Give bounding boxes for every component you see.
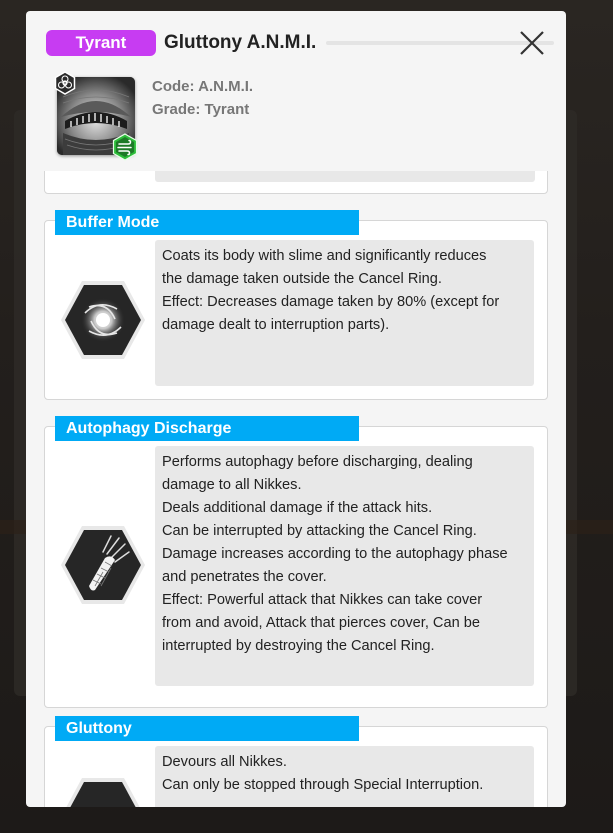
boss-code: Code: A.N.M.I.	[152, 78, 254, 95]
corn-missile-icon	[59, 524, 147, 606]
close-button[interactable]	[516, 27, 548, 59]
boss-info-modal	[26, 11, 566, 807]
skill-description	[155, 446, 534, 686]
skill-description-line: Deals additional damage if the attack hits.	[162, 500, 433, 516]
skill-name-gluttony: Gluttony	[55, 716, 359, 741]
skill-description-line: Effect: Decreases damage taken by 80% (except for	[162, 294, 500, 310]
skill-name-buffer-mode: Buffer Mode	[55, 210, 359, 235]
previous-skill-card	[44, 171, 548, 194]
skills-scroll-area[interactable]	[26, 171, 566, 807]
skill-description-line: Can be interrupted by attacking the Cancel Ring.	[162, 523, 477, 539]
boss-grade: Grade: Tyrant	[152, 101, 250, 118]
biohazard-icon	[53, 71, 77, 95]
skill-card-buffer-mode	[44, 220, 548, 400]
close-icon[interactable]	[516, 27, 548, 59]
wind-icon	[112, 133, 138, 161]
skill-description-line: Coats its body with slime and significantly reduces	[162, 248, 487, 264]
skill-description-line: interrupted by destroying the Cancel Ring.	[162, 638, 435, 654]
skill-description	[155, 746, 534, 807]
skill-description-line: Damage increases according to the autophagy phase	[162, 546, 508, 562]
previous-skill-description	[155, 171, 535, 182]
skill-description-line: Devours all Nikkes.	[162, 754, 287, 770]
skill-description	[155, 240, 534, 386]
skill-description-line: Can only be stopped through Special Interruption.	[162, 777, 484, 793]
skill-description-line: damage dealt to interruption parts).	[162, 317, 390, 333]
skill-description-line: the damage taken outside the Cancel Ring.	[162, 271, 442, 287]
skill-description-line: Performs autophagy before discharging, dealing	[162, 454, 473, 470]
swirl-icon	[59, 279, 147, 361]
grade-badge: Tyrant	[46, 30, 156, 56]
skill-card-autophagy-discharge	[44, 426, 548, 708]
skill-description-line: and penetrates the cover.	[162, 569, 327, 585]
modal-header	[26, 11, 566, 171]
boss-title: Gluttony A.N.M.I.	[164, 32, 317, 53]
skill-name-autophagy-discharge: Autophagy Discharge	[55, 416, 359, 441]
skill-description-line: Effect: Powerful attack that Nikkes can take cover	[162, 592, 483, 608]
hexagon-icon	[59, 776, 147, 807]
skill-description-line: from and avoid, Attack that pierces cover, Can be	[162, 615, 480, 631]
skill-description-line: damage to all Nikkes.	[162, 477, 302, 493]
